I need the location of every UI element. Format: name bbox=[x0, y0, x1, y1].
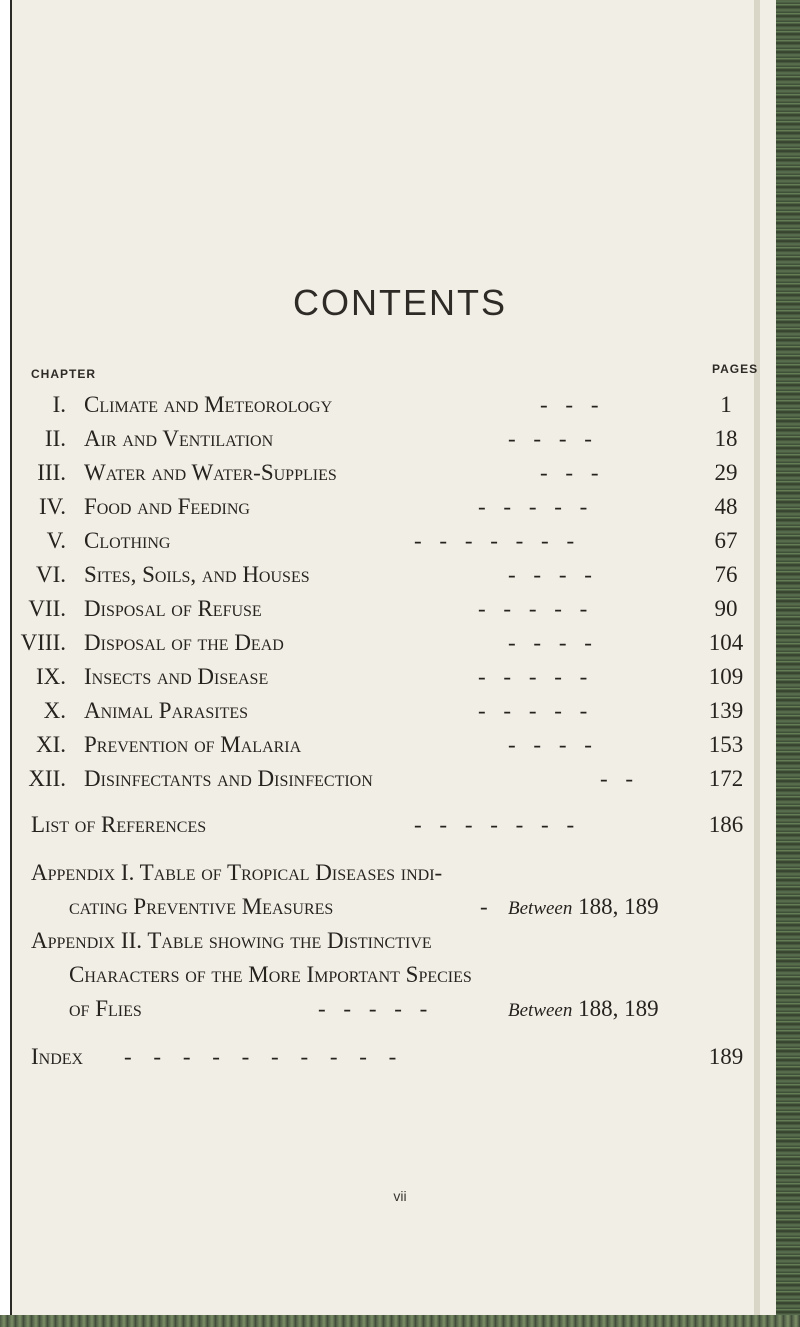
appendix-2-line-2: Characters of the More Important Species bbox=[69, 962, 472, 987]
leader-dots: - - bbox=[600, 766, 640, 791]
toc-row bbox=[0, 694, 800, 728]
page-number: 109 bbox=[708, 664, 744, 689]
page-number: 189 bbox=[708, 1044, 744, 1069]
toc-row bbox=[0, 728, 800, 762]
appendix-1-pages: 188, 189 bbox=[578, 894, 659, 919]
leader-dots: - - - - - - - bbox=[414, 528, 581, 553]
leader-dots: - - - bbox=[540, 392, 605, 417]
toc-row bbox=[0, 456, 800, 490]
appendix-2-pages: 188, 189 bbox=[578, 996, 659, 1021]
chapter-number: VII. bbox=[28, 596, 66, 621]
toc-row bbox=[0, 660, 800, 694]
leader-dots: - - - - - bbox=[478, 664, 594, 689]
toc-row bbox=[0, 762, 800, 796]
page-number: 67 bbox=[714, 528, 738, 553]
chapter-title: Insects and Disease bbox=[84, 664, 269, 689]
chapter-title: Disposal of the Dead bbox=[84, 630, 284, 655]
chapter-number: X. bbox=[43, 698, 66, 723]
page-number: 104 bbox=[708, 630, 744, 655]
appendix-1-line-1: Appendix I. Table of Tropical Diseases indi- bbox=[31, 860, 443, 885]
appendix-2-between: Between bbox=[508, 1000, 573, 1021]
chapter-number: I. bbox=[52, 392, 66, 417]
chapter-number: III. bbox=[37, 460, 66, 485]
chapter-title: Climate and Meteorology bbox=[84, 392, 333, 417]
leader-dots: - - - - - bbox=[478, 698, 594, 723]
page-number: 48 bbox=[714, 494, 738, 519]
chapter-title: Clothing bbox=[84, 528, 171, 553]
leader-dots: - - - - - bbox=[318, 996, 434, 1021]
chapter-number: V. bbox=[46, 528, 66, 553]
page-number: 172 bbox=[708, 766, 744, 791]
toc-row bbox=[0, 592, 800, 626]
appendix-1-dash: - bbox=[480, 894, 488, 919]
chapter-title: Food and Feeding bbox=[84, 494, 250, 519]
page-number: 139 bbox=[708, 698, 744, 723]
toc-row bbox=[0, 626, 800, 660]
page-number: 76 bbox=[714, 562, 738, 587]
leader-dots: - - - - - - - - - - bbox=[124, 1044, 405, 1069]
page-number: 18 bbox=[714, 426, 738, 451]
chapter-title: Disinfectants and Disinfection bbox=[84, 766, 373, 791]
leader-dots: - - - - - bbox=[478, 596, 594, 621]
appendix-1-pages-wrap bbox=[508, 890, 659, 926]
chapter-title: Sites, Soils, and Houses bbox=[84, 562, 310, 587]
chapter-title: Water and Water-Supplies bbox=[84, 460, 337, 485]
chapter-column-header: CHAPTER bbox=[31, 367, 97, 381]
page-folio: vii bbox=[393, 1188, 407, 1204]
index-row bbox=[0, 1040, 800, 1074]
leader-dots: - - - - bbox=[508, 426, 598, 451]
page-number: 153 bbox=[708, 732, 744, 757]
page-number: 186 bbox=[708, 812, 744, 837]
page-number: 90 bbox=[714, 596, 738, 621]
appendix-1-line-2-wrap bbox=[69, 890, 333, 924]
chapter-number: II. bbox=[44, 426, 66, 451]
chapter-number: XII. bbox=[28, 766, 66, 791]
pages-column-header: PAGES bbox=[712, 362, 759, 376]
chapter-title: Air and Ventilation bbox=[84, 426, 274, 451]
chapter-number: VI. bbox=[35, 562, 66, 587]
leader-dots: - - - - bbox=[508, 630, 598, 655]
toc-row bbox=[0, 422, 800, 456]
references-row bbox=[0, 808, 800, 842]
chapter-title: Prevention of Malaria bbox=[84, 732, 302, 757]
page-number: 1 bbox=[720, 392, 732, 417]
appendix-2-line-1: Appendix II. Table showing the Distinctive bbox=[31, 928, 432, 953]
toc-row bbox=[0, 524, 800, 558]
appendix-1-between: Between bbox=[508, 898, 573, 919]
page-title: CONTENTS bbox=[293, 282, 507, 323]
chapter-number: IX. bbox=[35, 664, 66, 689]
chapter-number: IV. bbox=[38, 494, 66, 519]
book-bottom-edge bbox=[0, 1315, 800, 1327]
toc-row bbox=[0, 558, 800, 592]
references-title: List of References bbox=[31, 812, 207, 837]
appendix-2-line-3: of Flies bbox=[69, 996, 142, 1021]
toc-row bbox=[0, 388, 800, 422]
leader-dots: - - - - - - - bbox=[414, 812, 581, 837]
index-title: Index bbox=[31, 1044, 84, 1069]
toc-row bbox=[0, 490, 800, 524]
chapter-number: XI. bbox=[35, 732, 66, 757]
chapter-title: Animal Parasites bbox=[84, 698, 249, 723]
appendix-2-pages-wrap bbox=[508, 992, 659, 1028]
page-number: 29 bbox=[714, 460, 738, 485]
leader-dots: - - - - bbox=[508, 562, 598, 587]
chapter-number: VIII. bbox=[20, 630, 66, 655]
leader-dots: - - - - bbox=[508, 732, 598, 757]
leader-dots: - - - bbox=[540, 460, 605, 485]
appendix-1-line-2: cating Preventive Measures bbox=[69, 894, 334, 919]
chapter-title: Disposal of Refuse bbox=[84, 596, 262, 621]
leader-dots: - - - - - bbox=[478, 494, 594, 519]
